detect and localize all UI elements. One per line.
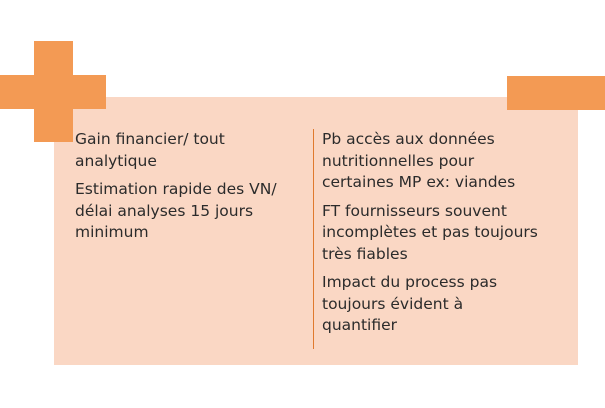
column-divider [313,129,314,349]
disadvantage-item-3-line-2: toujours évident à [322,294,464,313]
disadvantage-item-1-line-3: certaines MP ex: viandes [322,173,516,191]
disadvantage-item-1-line-1: Pb accès aux données [322,130,495,148]
advantage-item-2-line-3: minimum [75,223,149,241]
advantage-item-1 [75,129,307,172]
plus-icon-horizontal-bar [0,75,106,109]
disadvantage-item-3-line-3: quantifier [322,316,398,334]
advantage-item-1-line-1: Gain financier/ tout [75,130,225,148]
disadvantage-item-1 [322,129,562,194]
disadvantage-item-2 [322,201,562,266]
advantage-item-2 [75,179,307,244]
disadvantage-item-3 [322,272,562,337]
disadvantage-item-2-line-3: très fiables [322,244,408,263]
disadvantage-item-3-line-1: Impact du process pas [322,273,498,291]
disadvantage-item-1-line-2: nutritionnelles pour [322,151,475,170]
advantage-item-2-line-1: Estimation rapide des VN/ [75,180,277,198]
advantage-item-1-line-2: analytique [75,151,157,170]
advantage-item-2-line-2: délai analyses 15 jours [75,201,254,220]
disadvantage-item-2-line-2: incomplètes et pas toujours [322,223,538,241]
disadvantage-item-2-line-1: FT fournisseurs souvent [322,201,507,220]
minus-icon [507,76,605,110]
advantages-column [75,129,307,251]
disadvantages-column [322,129,562,344]
